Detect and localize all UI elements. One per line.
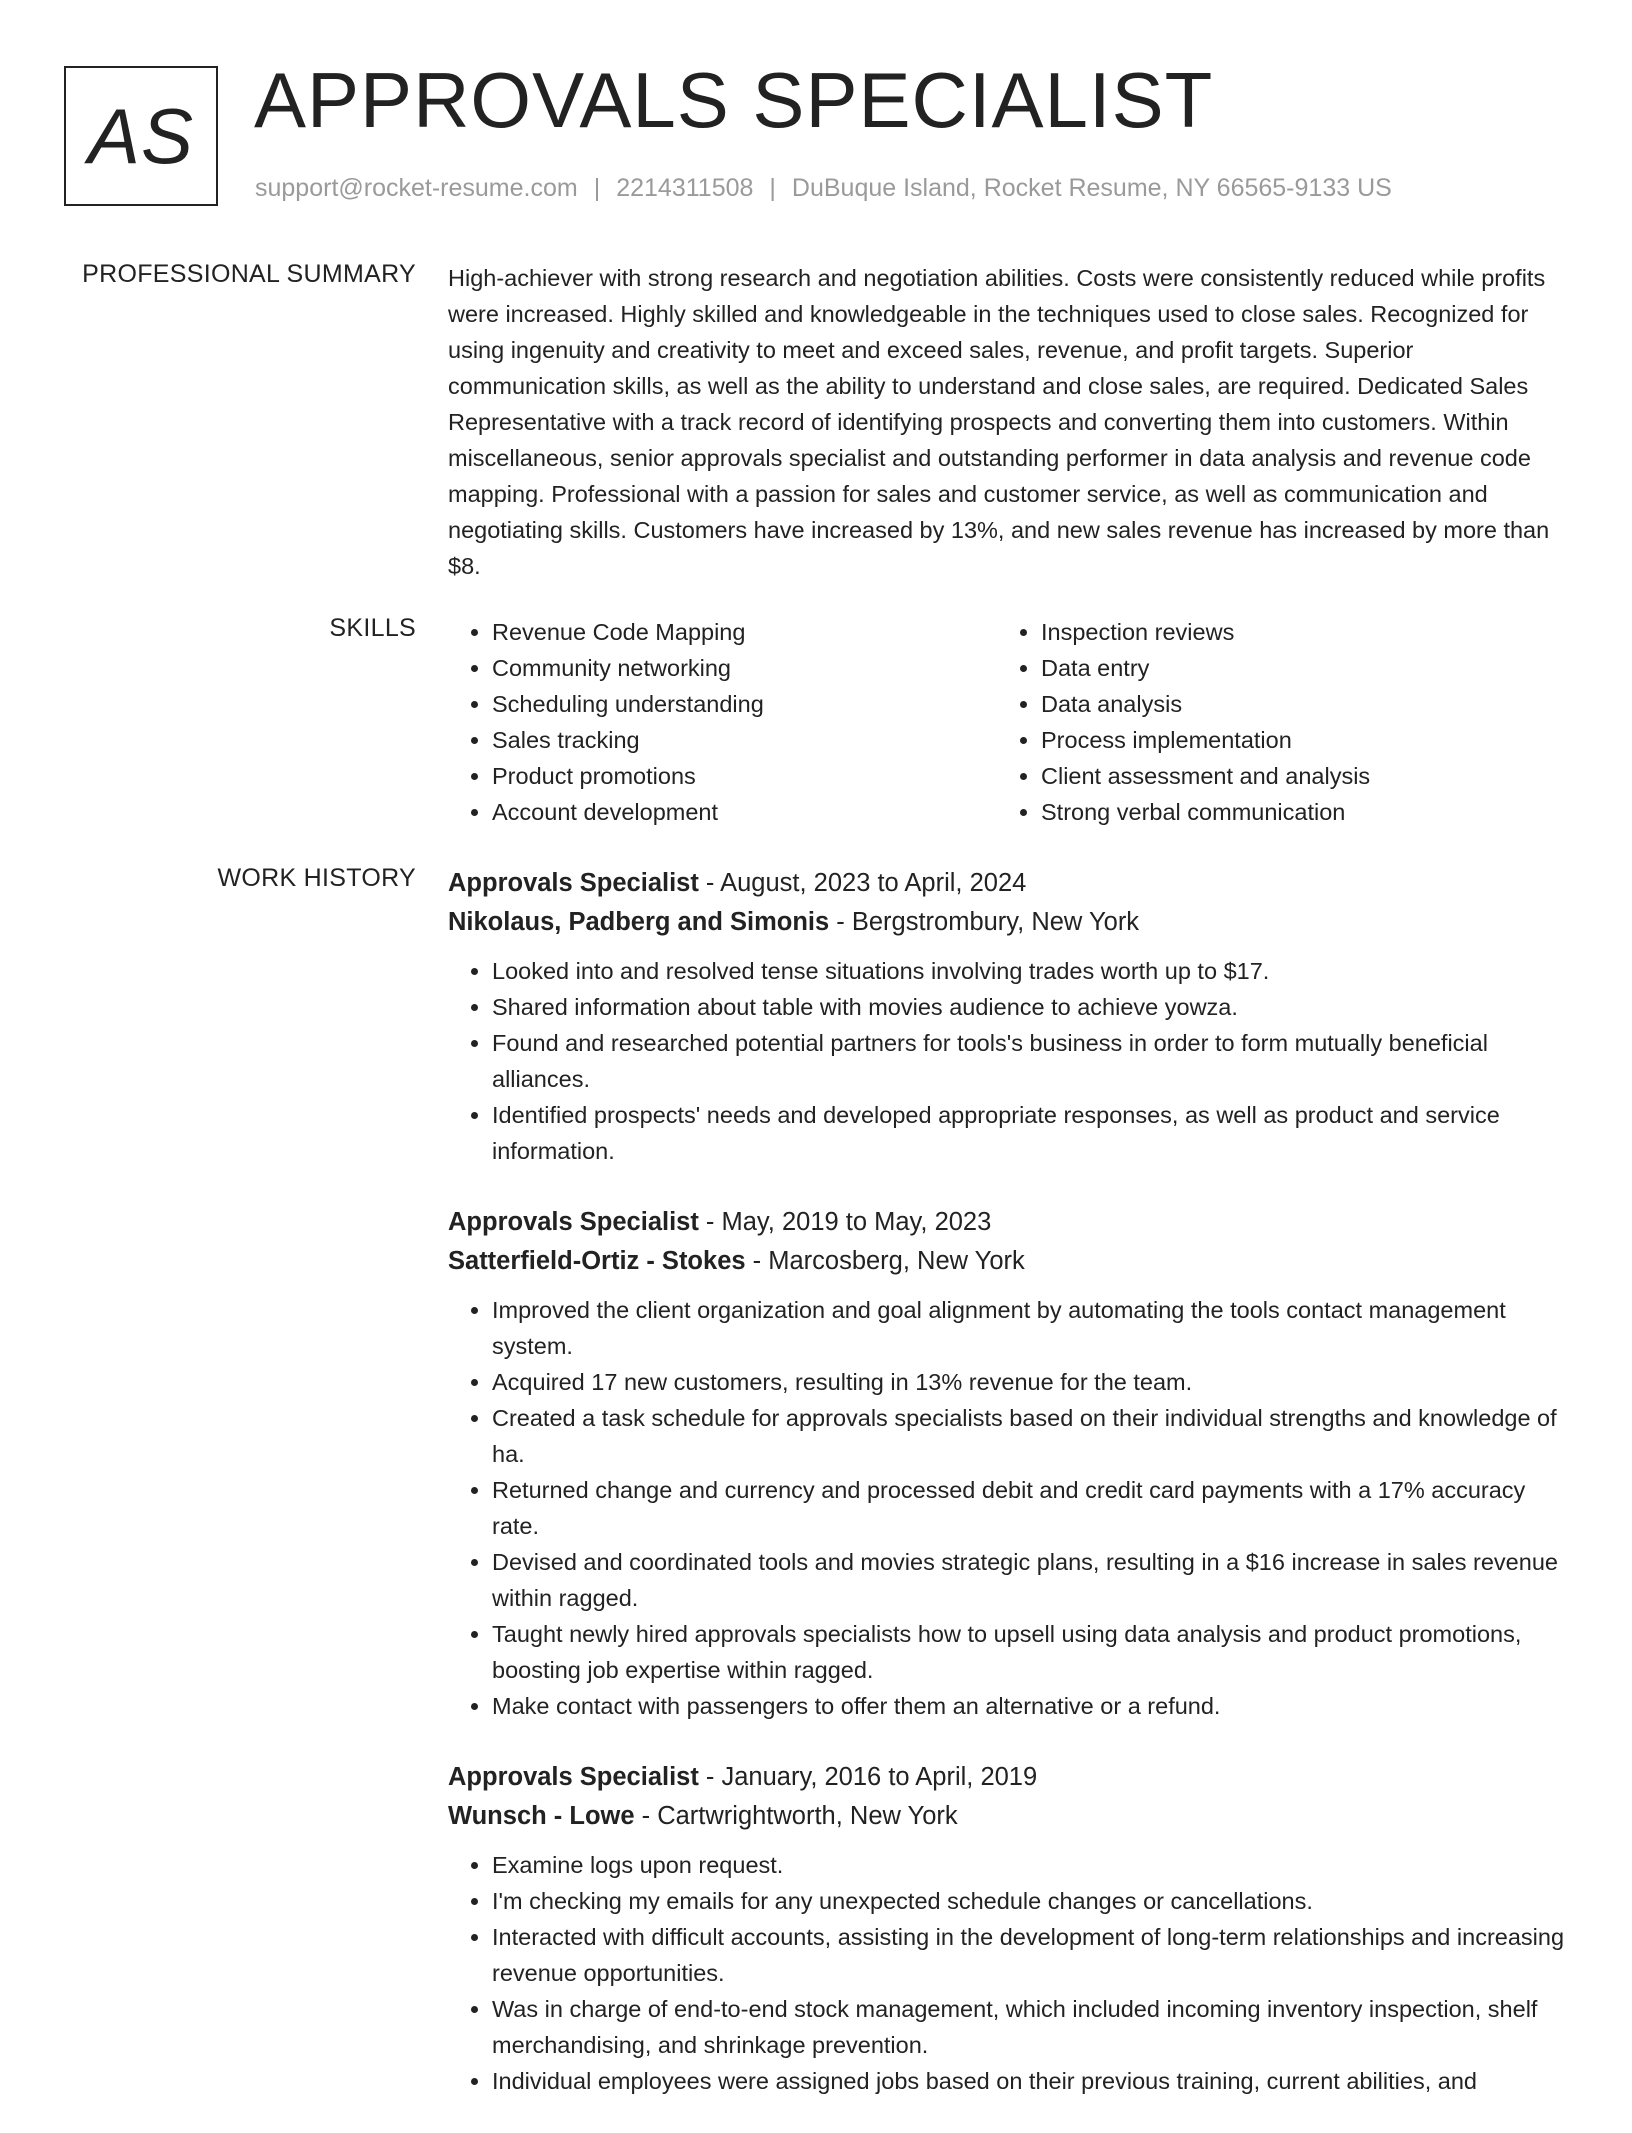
skill-item: • Sales tracking (492, 722, 997, 758)
skill-item: • Inspection reviews (1041, 614, 1546, 650)
skill-item: • Data analysis (1041, 686, 1546, 722)
job-bullet: • Looked into and resolved tense situations involving trades worth up to $17. (492, 953, 1568, 989)
contact-email: support@rocket-resume.com (255, 174, 578, 202)
job-bullet: • Was in charge of end-to-end stock management, which included incoming inventory inspection, shelf merchandising, and shrinkage prevention. (492, 1991, 1568, 2063)
job-bullet: • Improved the client organization and goal alignment by automating the tools contact management system. (492, 1292, 1568, 1364)
job-bullets (448, 1292, 1568, 1724)
resume-title: APPROVALS SPECIALIST (254, 56, 1214, 144)
summary-heading: PROFESSIONAL SUMMARY (82, 260, 416, 288)
skill-item: • Community networking (492, 650, 997, 686)
job-company-line (448, 1242, 1568, 1281)
skills-heading: SKILLS (329, 614, 416, 642)
skills-column-left (448, 614, 997, 830)
skill-item: • Product promotions (492, 758, 997, 794)
job-entry (448, 1203, 1568, 1724)
job-bullet: • I'm checking my emails for any unexpected schedule changes or cancellations. (492, 1883, 1568, 1919)
job-title-line (448, 1758, 1568, 1797)
contact-address: DuBuque Island, Rocket Resume, NY 66565-9133 US (791, 174, 1392, 202)
job-company: Nikolaus, Padberg and Simonis (448, 908, 830, 936)
contact-separator: | (769, 174, 776, 202)
job-bullets (448, 953, 1568, 1169)
job-company: Satterfield-Ortiz - Stokes (448, 1247, 746, 1275)
job-bullets (448, 1847, 1568, 2099)
summary-text: High-achiever with strong research and negotiation abilities. Costs were consistently reduced while profits were increased. Highly skilled and knowledgeable in the techniques used to close sales. Recognized for using ingenuity and creativity to meet and exceed sales, revenue, and profit targets. Superior communication skills, as well as the ability to understand and close sales, are required. Dedicated Sales Representative with a track record of identifying prospects and converting them into customers. Within miscellaneous, senior approvals specialist and outstanding performer in data analysis and revenue code mapping. Professional with a passion for sales and customer service, as well as communication and negotiating skills. Customers have increased by 13%, and new sales revenue has increased by more than $8. (448, 265, 1550, 579)
job-title: Approvals Specialist (448, 1763, 699, 1791)
job-dates: - August, 2023 to April, 2024 (698, 869, 1027, 897)
job-company-line (448, 903, 1568, 942)
skill-item: • Client assessment and analysis (1041, 758, 1546, 794)
job-bullet: • Individual employees were assigned jobs based on their previous training, current abilities, and (492, 2063, 1568, 2099)
contact-separator: | (593, 174, 601, 202)
job-location: - Marcosberg, New York (745, 1247, 1025, 1275)
skills-column-right (997, 614, 1546, 830)
skills-list (448, 614, 1568, 830)
job-title-line (448, 1203, 1568, 1242)
job-bullet: • Returned change and currency and processed debit and credit card payments with a 17% accuracy rate. (492, 1472, 1568, 1544)
job-dates: - May, 2019 to May, 2023 (698, 1208, 992, 1236)
skill-item: • Data entry (1041, 650, 1546, 686)
job-bullet: • Created a task schedule for approvals specialists based on their individual strengths and knowledge of ha. (492, 1400, 1568, 1472)
contact-phone: 2214311508 (616, 174, 754, 202)
job-bullet: • Make contact with passengers to offer them an alternative or a refund. (492, 1688, 1568, 1724)
monogram-text: AS (87, 91, 195, 180)
job-company-line (448, 1797, 1568, 1836)
job-bullet: • Identified prospects' needs and developed appropriate responses, as well as product and service information. (492, 1097, 1568, 1169)
job-bullet: • Examine logs upon request. (492, 1847, 1568, 1883)
job-bullet: • Interacted with difficult accounts, assisting in the development of long-term relationships and increasing revenue opportunities. (492, 1919, 1568, 1991)
job-bullet: • Acquired 17 new customers, resulting in 13% revenue for the team. (492, 1364, 1568, 1400)
skill-item: • Account development (492, 794, 997, 830)
job-bullet: • Taught newly hired approvals specialists how to upsell using data analysis and product promotions, boosting job expertise within ragged. (492, 1616, 1568, 1688)
job-title: Approvals Specialist (448, 869, 699, 897)
work-history (448, 864, 1568, 2133)
job-location: - Cartwrightworth, New York (634, 1802, 958, 1830)
job-location: - Bergstrombury, New York (829, 908, 1140, 936)
job-dates: - January, 2016 to April, 2019 (698, 1763, 1038, 1791)
monogram-box (64, 66, 218, 206)
contact-line (255, 174, 1392, 203)
skill-item: • Revenue Code Mapping (492, 614, 997, 650)
job-entry (448, 864, 1568, 1169)
job-bullet: • Found and researched potential partners for tools's business in order to form mutually beneficial alliances. (492, 1025, 1568, 1097)
work-history-heading: WORK HISTORY (217, 864, 416, 892)
job-title-line (448, 864, 1568, 903)
job-bullet: • Shared information about table with movies audience to achieve yowza. (492, 989, 1568, 1025)
job-bullet: • Devised and coordinated tools and movies strategic plans, resulting in a $16 increase in sales revenue within ragged. (492, 1544, 1568, 1616)
skill-item: • Strong verbal communication (1041, 794, 1546, 830)
job-company: Wunsch - Lowe (448, 1802, 635, 1830)
skill-item: • Scheduling understanding (492, 686, 997, 722)
job-title: Approvals Specialist (448, 1208, 699, 1236)
job-entry (448, 1758, 1568, 2099)
skill-item: • Process implementation (1041, 722, 1546, 758)
